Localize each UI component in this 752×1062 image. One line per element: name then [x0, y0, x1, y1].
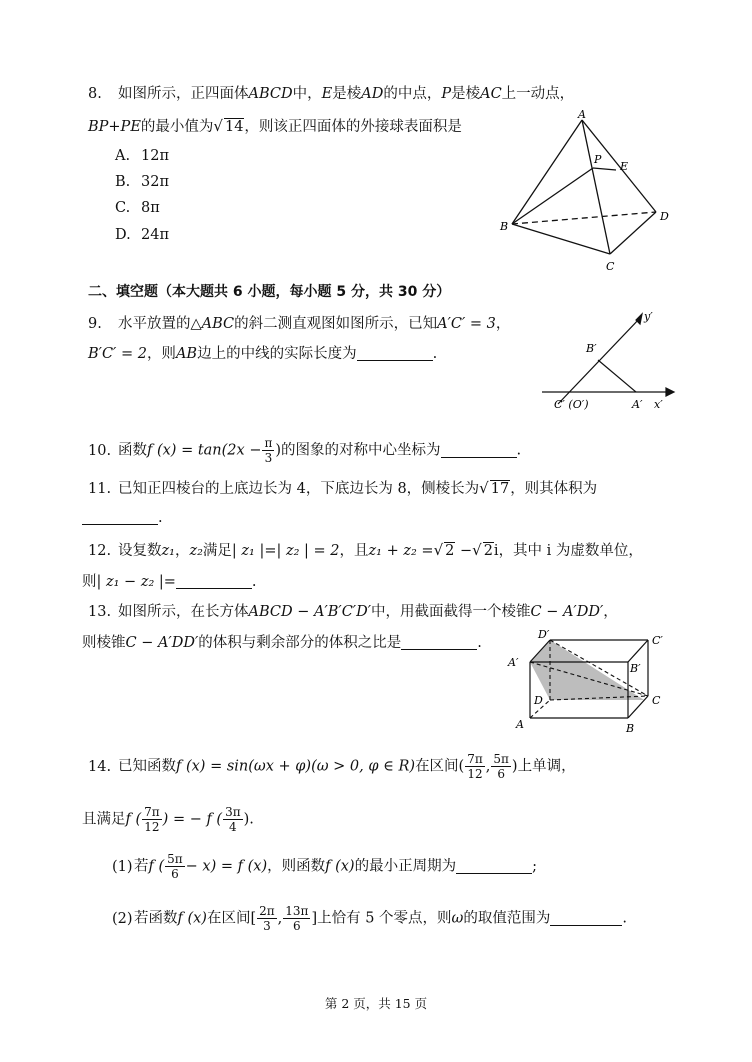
- label-c: C: [606, 260, 615, 273]
- label-a: A: [516, 718, 524, 731]
- q12-answer-blank[interactable]: [176, 574, 252, 589]
- label-a-prime: A′: [632, 398, 643, 411]
- q14-line2: 且满足f ( $\frac{7\pi}{12}$ ) = − f ( $\frac{3\pi}{4}$ ).: [82, 805, 254, 834]
- q13-line2: 则棱锥C − A′DD′的体积与剩余部分的体积之比是 .: [82, 635, 482, 651]
- sqrt-17: 17: [490, 481, 510, 497]
- q13-answer-blank[interactable]: [401, 635, 477, 650]
- label-e: E: [620, 160, 629, 173]
- label-x-axis: x′: [654, 398, 663, 411]
- label-c-prime: C′: [652, 634, 663, 647]
- label-p: P: [594, 153, 602, 166]
- q14-sub1: (1)若f ( $\frac{5\pi}{6}$ − x) = f (x)，则函数f (x)的最小正周期为 ;: [112, 852, 537, 881]
- q8-number: 8.: [88, 86, 102, 102]
- q14-1-answer-blank[interactable]: [456, 859, 532, 874]
- label-b: B: [500, 220, 509, 233]
- q10-answer-blank[interactable]: [441, 443, 517, 458]
- label-d-prime: D′: [538, 628, 550, 641]
- label-d: D: [534, 694, 543, 707]
- q11-answer-blank[interactable]: [82, 510, 158, 525]
- q8-option-b: B. 32π: [115, 174, 169, 190]
- tetrahedron-figure: [498, 108, 678, 278]
- q12-line2: 则| z₁ − z₂ |= .: [82, 574, 257, 590]
- q8-line1: 8. 如图所示，正四面体ABCD中，E是棱AD的中点，P是棱AC上一动点，: [88, 86, 575, 102]
- q14-sub2: (2)若函数f (x)在区间[ $\frac{2\pi}{3}$ , $\frac{13\pi}{6}$ ]上恰有 5 个零点，则ω的取值范围为 .: [112, 904, 627, 933]
- pi-over-3: $\frac{\pi}{3}$: [264, 436, 273, 465]
- cuboid-figure: [504, 624, 674, 736]
- q9-line1: 9. 水平放置的△ABC的斜二测直观图如图所示，已知A′C′ = 3，: [88, 316, 511, 332]
- q11-line1: 11. 已知正四棱台的上底边长为 4，下底边长为 8，侧棱长为√ 17，则其体积为: [88, 479, 598, 497]
- oblique-projection-figure: [536, 308, 676, 414]
- section-title: 二、填空题（本大题共 6 小题，每小题 5 分，共 30 分）: [88, 284, 451, 300]
- q10-line: 10. 函数f (x) = tan(2x − $\frac{\pi}{3}$ )的图象的对称中心坐标为 .: [88, 436, 522, 465]
- label-c-prime-origin: C′ (O′): [554, 398, 589, 411]
- q8-option-a: A. 12π: [115, 148, 169, 164]
- q8-option-c: C. 8π: [115, 200, 160, 216]
- label-d: D: [660, 210, 669, 223]
- q11-line2: .: [82, 508, 163, 528]
- q9-line2: B′C′ = 2，则AB边上的中线的实际长度为 .: [88, 346, 438, 362]
- q9-answer-blank[interactable]: [357, 346, 433, 361]
- label-c: C: [652, 694, 661, 707]
- q14-2-answer-blank[interactable]: [550, 911, 622, 926]
- q13-line1: 13. 如图所示，在长方体ABCD − A′B′C′D′中，用截面截得一个棱锥C − A′DD′，: [88, 604, 618, 620]
- q8-line2: BP+PE的最小值为√ 14，则该正四面体的外接球表面积是: [88, 117, 462, 135]
- label-b-prime: B′: [586, 342, 597, 355]
- label-y-axis: y′: [644, 310, 653, 323]
- page-footer: 第 2 页，共 15 页: [324, 996, 428, 1011]
- sqrt-14: 14: [224, 119, 244, 135]
- q12-line1: 12. 设复数z₁，z₂满足| z₁ |=| z₂ | = 2，且z₁ + z₂ =√ 2 −√ 2i，其中 i 为虚数单位，: [88, 541, 643, 559]
- q8-option-d: D. 24π: [115, 227, 169, 243]
- label-b-prime: B′: [630, 662, 641, 675]
- q14-line1: 14. 已知函数f (x) = sin(ωx + φ)(ω > 0, φ ∈ R)在区间( $\frac{7\pi}{12}$ , $\frac{5\pi}{6}$ )上单调，: [88, 752, 576, 781]
- label-a-prime: A′: [508, 656, 519, 669]
- label-b: B: [626, 722, 635, 735]
- label-a: A: [578, 108, 586, 121]
